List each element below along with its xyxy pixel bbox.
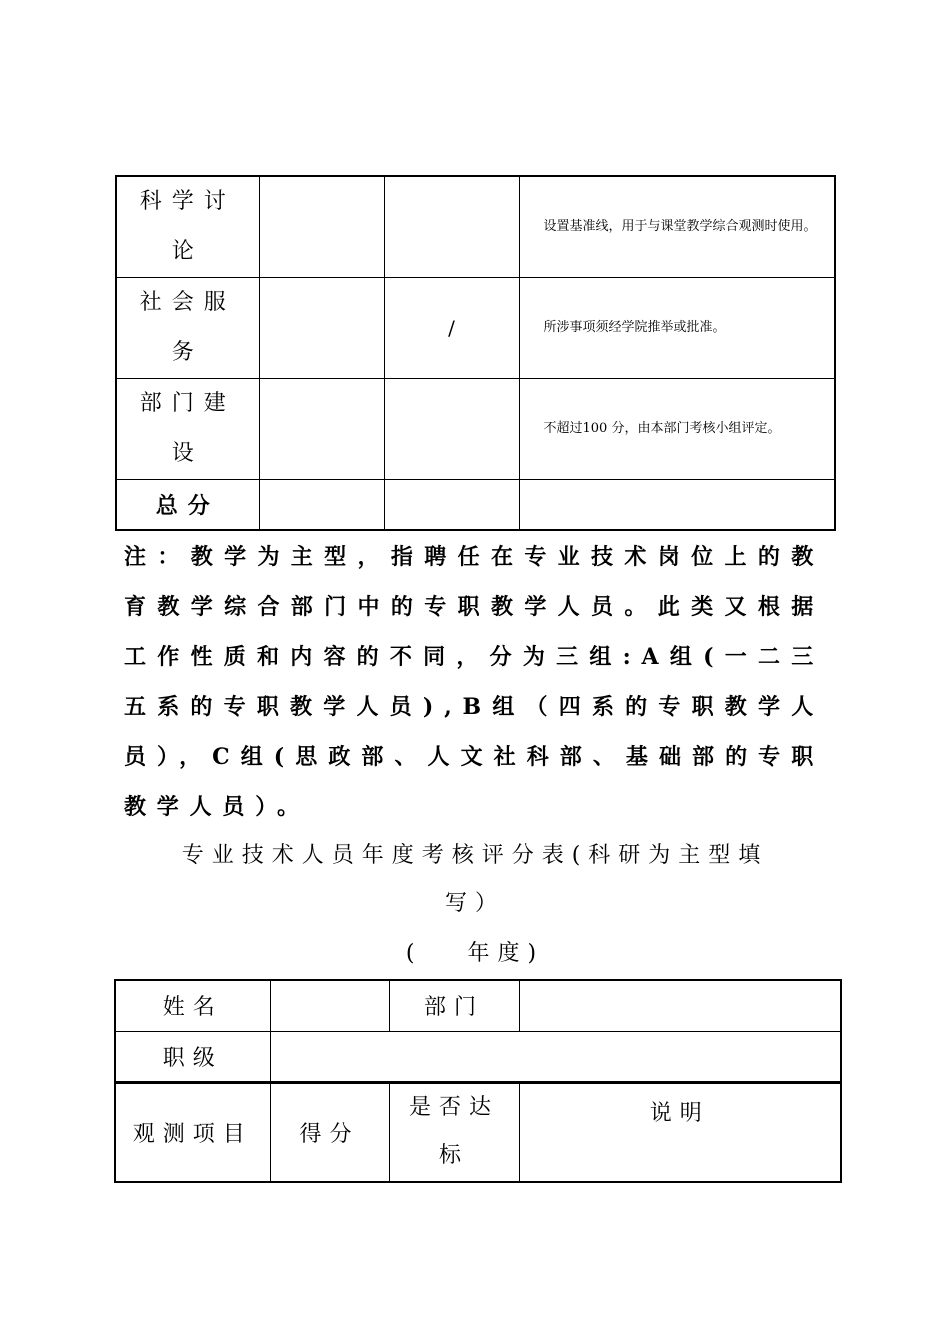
row-item-label: 社会服 务 bbox=[116, 278, 259, 379]
year-line: ( 年度) bbox=[405, 941, 545, 966]
department-field[interactable] bbox=[519, 980, 841, 1031]
name-field[interactable] bbox=[270, 980, 389, 1031]
note-cell: 不超过100 分，由本部门考核小组评定。 bbox=[519, 379, 835, 480]
standard-cell[interactable] bbox=[384, 176, 519, 278]
note-cell: 设置基准线，用于与课堂教学综合观测时使用。 bbox=[519, 176, 835, 278]
total-row bbox=[116, 480, 835, 530]
row-item-label: 部门建 设 bbox=[116, 379, 259, 480]
table-row bbox=[116, 379, 835, 480]
table-row bbox=[115, 980, 841, 1031]
header-info-table bbox=[114, 979, 842, 1183]
note-cell: 所涉事项须经学院推举或批准。 bbox=[519, 278, 835, 379]
top-evaluation-table bbox=[115, 175, 836, 531]
standard-cell[interactable] bbox=[384, 379, 519, 480]
standard-cell[interactable]: / bbox=[384, 278, 519, 379]
rank-label: 职级 bbox=[115, 1031, 270, 1082]
table-row bbox=[115, 1031, 841, 1082]
score-cell[interactable] bbox=[259, 379, 384, 480]
col-header-score: 得分 bbox=[270, 1082, 389, 1182]
score-cell[interactable] bbox=[259, 278, 384, 379]
form-title-continued: 写） bbox=[444, 891, 505, 916]
table-row bbox=[116, 176, 835, 278]
total-note-cell[interactable] bbox=[519, 480, 835, 530]
column-header-row bbox=[115, 1082, 841, 1182]
total-standard-cell[interactable] bbox=[384, 480, 519, 530]
table-row bbox=[116, 278, 835, 379]
name-label: 姓名 bbox=[115, 980, 270, 1031]
row-item-label: 科学讨 论 bbox=[116, 176, 259, 278]
department-label: 部门 bbox=[389, 980, 519, 1031]
col-header-note: 说明 bbox=[519, 1082, 841, 1182]
total-score-cell[interactable] bbox=[259, 480, 384, 530]
rank-field[interactable] bbox=[270, 1031, 841, 1082]
note-paragraph: 注：教学为主型，指聘任在专业技术岗位上的教育教学综合部门中的专职教学人员。此类又根据工作性质和内容的不同，分为三组:A组(一二三五系的专职教学人员),B组（四系的专职教学人员），C组(思政部、人文社科部、基础部的专职教学人员）。 bbox=[124, 544, 824, 820]
form-title: 专业技术人员年度考核评分表(科研为主型填 bbox=[181, 843, 769, 868]
col-header-standard: 是否达 标 bbox=[389, 1082, 519, 1182]
col-header-item: 观测项目 bbox=[115, 1082, 270, 1182]
score-cell[interactable] bbox=[259, 176, 384, 278]
total-label: 总分 bbox=[116, 480, 259, 530]
